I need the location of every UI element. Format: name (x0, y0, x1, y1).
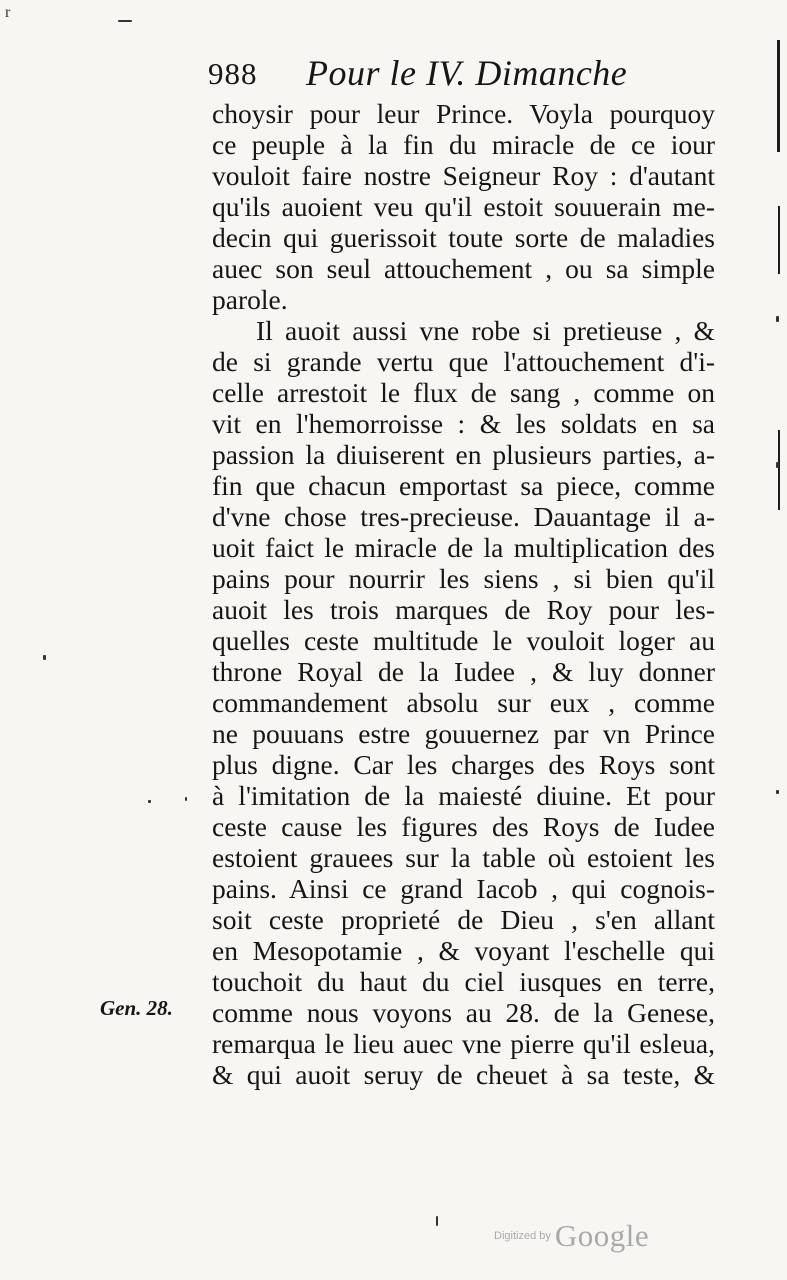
scan-speck (776, 462, 779, 468)
text-line: en Mesopotamie , & voyant l'eschelle qui (212, 935, 715, 966)
text-line: auec son seul attouchement , ou sa simple (212, 253, 715, 284)
text-line: touchoit du haut du ciel iusques en terre, (212, 966, 715, 997)
text-line: throne Royal de la Iudee , & luy donner (212, 656, 715, 687)
text-line: comme nous voyons au 28. de la Genese, (212, 997, 715, 1028)
text-line: commandement absolu sur eux , comme (212, 687, 715, 718)
text-line: decin qui guerissoit toute sorte de maladies (212, 222, 715, 253)
body-text (212, 98, 715, 1090)
scan-speck (118, 20, 132, 22)
text-line: pains. Ainsi ce grand Iacob , qui cognois- (212, 873, 715, 904)
text-line: ceste cause les figures des Roys de Iudee (212, 811, 715, 842)
text-line: soit ceste proprieté de Dieu , s'en allant (212, 904, 715, 935)
scan-speck (148, 800, 151, 803)
scan-speck (436, 1216, 438, 1226)
text-line: qu'ils auoient veu qu'il estoit souuerain me- (212, 191, 715, 222)
text-line: remarqua le lieu auec vne pierre qu'il esleua, (212, 1028, 715, 1059)
text-line: & qui auoit seruy de cheuet à sa teste, & (212, 1059, 715, 1090)
text-line: passion la diuiserent en plusieurs parties, a- (212, 439, 715, 470)
text-line: de si grande vertu que l'attouchement d'i- (212, 346, 715, 377)
page-header (208, 52, 728, 98)
text-line: uoit faict le miracle de la multiplication des (212, 532, 715, 563)
scan-speck (185, 797, 187, 801)
text-line: ce peuple à la fin du miracle de ce iour (212, 129, 715, 160)
corner-mark: r (5, 4, 11, 21)
text-line: ne pouuans estre gouuernez par vn Prince (212, 718, 715, 749)
text-line: celle arrestoit le flux de sang , comme on (212, 377, 715, 408)
text-line: vouloit faire nostre Seigneur Roy : d'autant (212, 160, 715, 191)
text-line: Il auoit aussi vne robe si pretieuse , & (256, 315, 715, 346)
watermark-prefix: Digitized by (494, 1230, 551, 1242)
text-line: plus digne. Car les charges des Roys sont (212, 749, 715, 780)
margin-note: Gen. 28. (100, 996, 173, 1020)
text-line: pains pour nourrir les siens , si bien qu'il (212, 563, 715, 594)
text-line: à l'imitation de la maiesté diuine. Et pour (212, 780, 715, 811)
text-line: d'vne chose tres-precieuse. Dauantage il a- (212, 501, 715, 532)
text-line: choysir pour leur Prince. Voyla pourquoy (212, 98, 715, 129)
text-line: estoient grauees sur la table où estoient les (212, 842, 715, 873)
page-edge-shadow (778, 206, 780, 274)
scan-speck (776, 790, 779, 794)
page-number: 988 (208, 56, 258, 91)
digitized-watermark (494, 1218, 649, 1258)
running-title: Pour le IV. Dimanche (306, 53, 628, 93)
text-line: auoit les trois marques de Roy pour les- (212, 594, 715, 625)
text-line: fin que chacun emportast sa piece, comme (212, 470, 715, 501)
text-line: vit en l'hemorroisse : & les soldats en sa (212, 408, 715, 439)
page-edge-shadow (778, 430, 780, 510)
text-line: parole. (212, 284, 288, 315)
scan-speck (776, 316, 779, 322)
watermark-brand: Google (554, 1218, 650, 1253)
scan-speck (43, 655, 46, 660)
text-line: quelles ceste multitude le vouloit loger au (212, 625, 715, 656)
page-edge-shadow (777, 40, 780, 152)
